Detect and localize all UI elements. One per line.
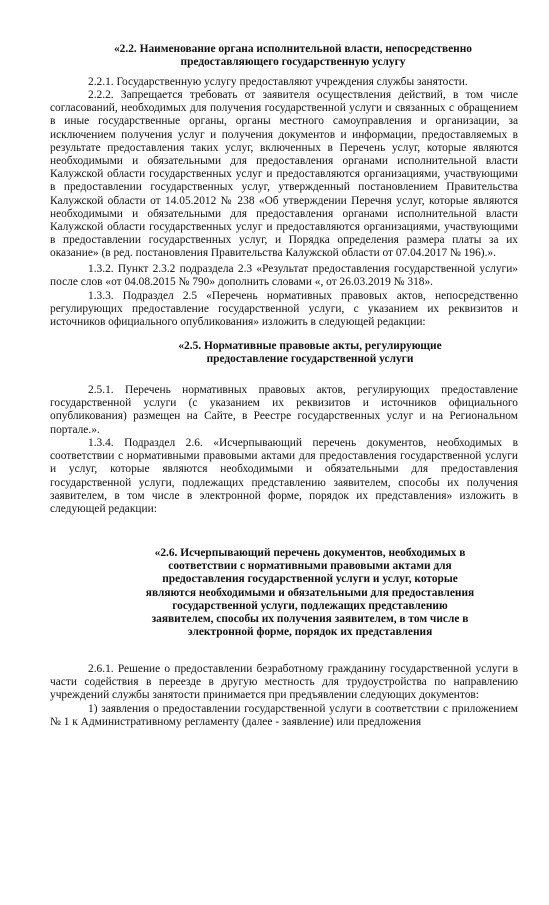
list-item-1: 1) заявления о предоставлении государственной услуги в соответствии с приложением № 1 к Административному регламенту (далее - заявление) или предложения (50, 703, 518, 729)
section-heading-2-5: «2.5. Нормативные правовые акты, регулирующие предоставление государственной услуги (178, 340, 442, 366)
paragraph-2-2-2: 2.2.2. Запрещается требовать от заявителя осуществления действий, в том числе согласований, необходимых для получения государственной услуги и связанных с обращением в иные государственные органы, органы местного самоуправления и организации, за исключением получения услуг и получения документов и информации, предоставляемых в результате предоставления таких услуг, включенных в Перечень услуг, которые являются необходимыми и обязательными для предоставления органами исполнительной власти Калужской области государственных услуг и предоставляются организациями, участвующими в предоставлении государственных услуг, утвержденный постановлением Правительства Калужской области от 14.05.2012 № 238 «Об утверждении Перечня услуг, которые являются необходимыми и обязательными для предоставления органами исполнительной власти Калужской области государственных услуг и предоставляются организациями, участвующими в предоставлении государственных услуг, и Порядка определения размера платы за их оказание» (в ред. постановления Правительства Калужской области от 07.04.2017 № 196).». (50, 89, 518, 260)
section-heading-2-2: «2.2. Наименование органа исполнительной власти, непосредственно предоставляющего государственную услугу (113, 43, 472, 69)
paragraph-2-2-1: 2.2.1. Государственную услугу предоставляют учреждения службы занятости. (88, 76, 468, 88)
section-heading-2-6: «2.6. Исчерпывающий перечень документов, необходимых в соответствии с нормативными правовыми актами для предоставления государственной услуги и услуг, которые являются необходимыми и обязательными для предоставления государственной услуги, подлежащих представлению заявителем, способы их получения заявителем, в том числе в электронной форме, порядок их представления (145, 547, 475, 639)
paragraph-1-3-2: 1.3.2. Пункт 2.3.2 подраздела 2.3 «Результат предоставления государственной услуги» после слов «от 04.08.2015 № 790» дополнить словами «, от 26.03.2019 № 318». (50, 263, 518, 289)
paragraph-2-6-1: 2.6.1. Решение о предоставлении безработному гражданину государственной услуги в части содействия в переезде в другую местность для трудоустройства по направлению учреждений службы занятости принимается при предъявлении следующих документов: (50, 663, 518, 702)
paragraph-1-3-3: 1.3.3. Подраздел 2.5 «Перечень нормативных правовых актов, непосредственно регулирующих предоставление государственной услуги, с указанием их реквизитов и источников официального опубликования» изложить в следующей редакции: (50, 290, 518, 329)
paragraph-2-5-1: 2.5.1. Перечень нормативных правовых актов, регулирующих предоставление государственной услуги (с указанием их реквизитов и источников официального опубликования) размещен на Сайте, в Реестре государственных услуг и на Региональном портале.». (50, 384, 518, 436)
paragraph-1-3-4: 1.3.4. Подраздел 2.6. «Исчерпывающий перечень документов, необходимых в соответствии с нормативными правовыми актами для предоставления государственной услуги и услуг, которые являются необходимыми и обязательными для предоставления государственной услуги, подлежащих представлению заявителем, способы их получения заявителем, в том числе в электронной форме, порядок их представления» изложить в следующей редакции: (50, 437, 518, 516)
